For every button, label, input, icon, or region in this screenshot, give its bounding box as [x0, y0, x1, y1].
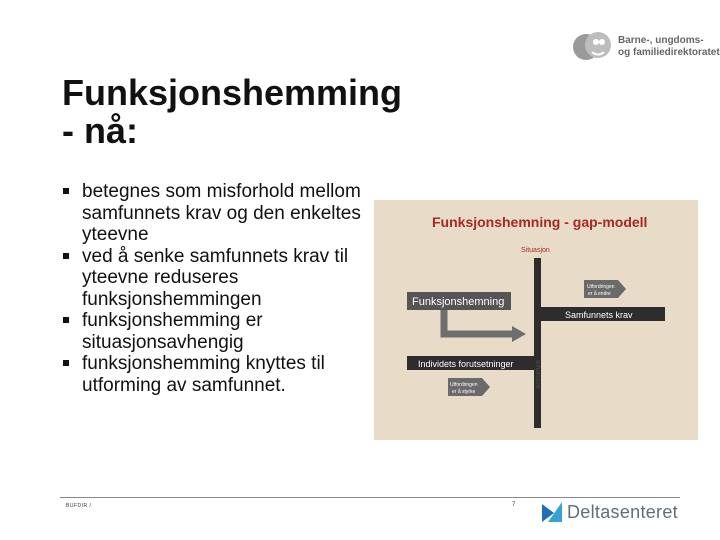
bullet-icon	[62, 187, 71, 196]
gap-model-diagram	[374, 200, 698, 440]
axis-vertical-label: SITUASJON	[534, 360, 540, 389]
individets-label: Individets forutsetninger	[418, 359, 514, 369]
gap-model-svg	[374, 200, 698, 440]
delta-logo-icon	[540, 500, 564, 524]
bullet-item	[62, 246, 362, 311]
funksjonshemning-label: Funksjonshemning	[412, 296, 505, 308]
footer-divider	[60, 497, 680, 498]
bullet-list	[62, 181, 362, 396]
diagram-title: Funksjonshemning - gap-modell	[432, 214, 648, 230]
bullet-icon	[62, 252, 71, 261]
bullet-icon	[62, 316, 71, 325]
styrke-label: Utfordringen er å styrke	[450, 382, 478, 395]
deltasenteret-logo	[540, 500, 678, 524]
page-number: 7	[512, 502, 516, 508]
title-line-1: Funksjonshemming	[62, 72, 403, 113]
footer-left-text: BUFDIR /	[66, 503, 92, 509]
situation-axis	[534, 258, 541, 428]
bullet-item	[62, 181, 362, 246]
title-line-2: - nå:	[62, 110, 138, 151]
bullet-item	[62, 353, 362, 396]
page-title	[62, 74, 402, 150]
bufdir-logo-icon	[572, 30, 614, 64]
bent-arrow	[444, 310, 514, 334]
bullet-text: ved å senke samfunnets krav til yteevne reduseres funksjonshemmingen	[82, 245, 349, 310]
deltasenteret-text: Deltasenteret	[567, 501, 678, 522]
bullet-text: betegnes som misforhold mellom samfunnets krav og den enkeltes yteevne	[82, 181, 361, 245]
situasjon-label: Situasjon	[521, 247, 550, 254]
bufdir-logo	[572, 30, 720, 64]
logo-line-2: og familiedirektoratet	[618, 47, 720, 58]
bullet-icon	[62, 359, 71, 368]
bullet-text: funksjonshemming knyttes til utforming av samfunnet.	[82, 353, 325, 396]
bullet-text: funksjonshemming er situasjonsavhengig	[82, 310, 263, 353]
endre-label: Utfordringen er å endre	[587, 284, 615, 297]
bullet-item	[62, 310, 362, 353]
samfunnets-krav-label: Samfunnets krav	[565, 310, 633, 320]
logo-line-1: Barne-, ungdoms-	[618, 35, 704, 46]
bent-arrow-head	[512, 326, 526, 342]
